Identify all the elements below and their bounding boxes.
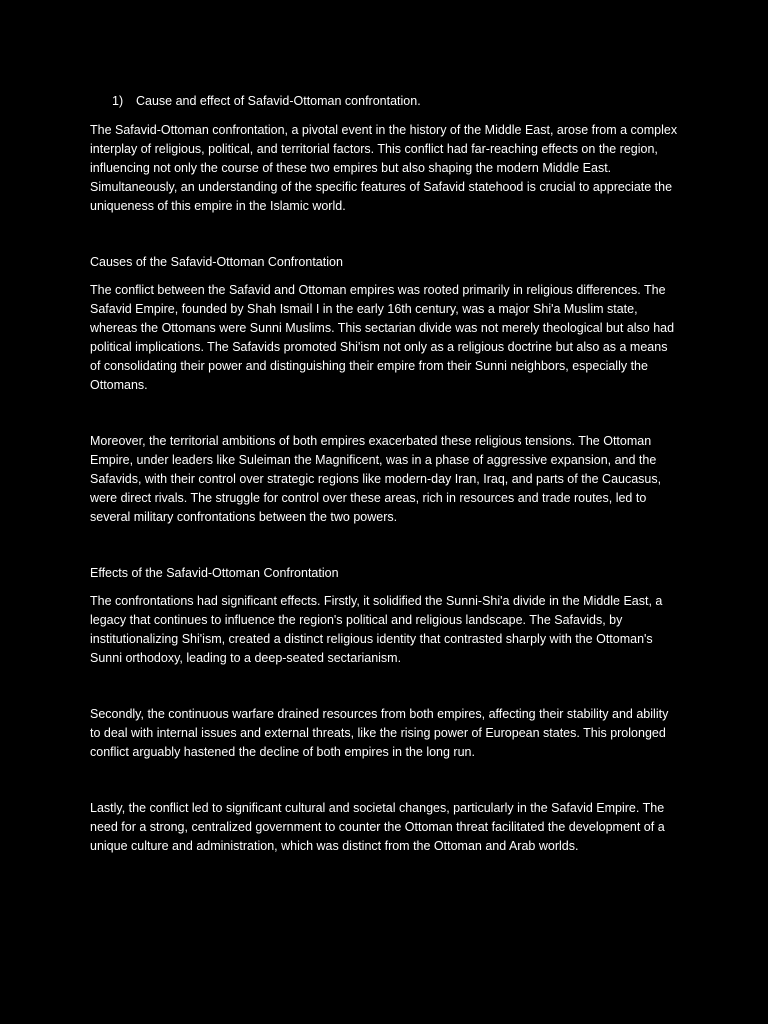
causes-paragraph-2: Moreover, the territorial ambitions of both empires exacerbated these religious tensions. The Ottoman Empire, under leaders like Suleiman the Magnificent, was in a phase of aggressive expansion, and the Safavids, with their control over strategic regions like modern-day Iran, Iraq, and parts of the Caucasus, were direct rivals. The struggle for control over these areas, rich in resources and trade routes, led to several military confrontations between the two powers.	[90, 434, 662, 524]
effects-paragraph-2: Secondly, the continuous warfare drained resources from both empires, affecting their stability and ability to deal with internal issues and external threats, like the rising power of European states. This prolonged conflict arguably hastened the decline of both empires in the long run.	[90, 707, 669, 759]
list-item-title: Cause and effect of Safavid-Ottoman confrontation.	[136, 94, 421, 108]
spacer	[90, 395, 680, 432]
document-page	[90, 92, 680, 856]
causes-paragraph-1: The conflict between the Safavid and Ottoman empires was rooted primarily in religious differences. The Safavid Empire, founded by Shah Ismail I in the early 16th century, was a major Shi'a Muslim state, whereas the Ottomans were Sunni Muslims. This sectarian divide was not merely theological but also had political implications. The Safavids promoted Shi'ism not only as a religious doctrine but also as a means of consolidating their power and distinguishing their empire from their Sunni neighbors, especially the Ottomans.	[90, 283, 675, 392]
numbered-list-item	[112, 92, 680, 111]
spacer	[90, 668, 680, 705]
spacer	[90, 216, 680, 253]
effects-heading: Effects of the Safavid-Ottoman Confrontation	[90, 566, 339, 580]
intro-paragraph: The Safavid-Ottoman confrontation, a pivotal event in the history of the Middle East, arose from a complex interplay of religious, political, and territorial factors. This conflict had far-reaching effects on the region, influencing not only the course of these two empires but also shaping the modern Middle East. Simultaneously, an understanding of the specific features of Safavid statehood is crucial to appreciate the uniqueness of this empire in the Islamic world.	[90, 123, 678, 213]
causes-heading: Causes of the Safavid-Ottoman Confrontation	[90, 255, 343, 269]
spacer	[90, 583, 680, 592]
effects-paragraph-1: The confrontations had significant effects. Firstly, it solidified the Sunni-Shi'a divide in the Middle East, a legacy that continues to influence the region's political and religious landscape. The Safavids, by institutionalizing Shi'ism, created a distinct religious identity that contrasted sharply with the Ottoman's Sunni orthodoxy, leading to a deep-seated sectarianism.	[90, 594, 663, 665]
spacer	[90, 527, 680, 564]
list-number: 1)	[112, 94, 124, 108]
spacer	[90, 762, 680, 799]
effects-paragraph-3: Lastly, the conflict led to significant cultural and societal changes, particularly in the Safavid Empire. The need for a strong, centralized government to counter the Ottoman threat facilitated the development of a unique culture and administration, which was distinct from the Ottoman and Arab worlds.	[90, 801, 665, 853]
spacer	[90, 272, 680, 281]
